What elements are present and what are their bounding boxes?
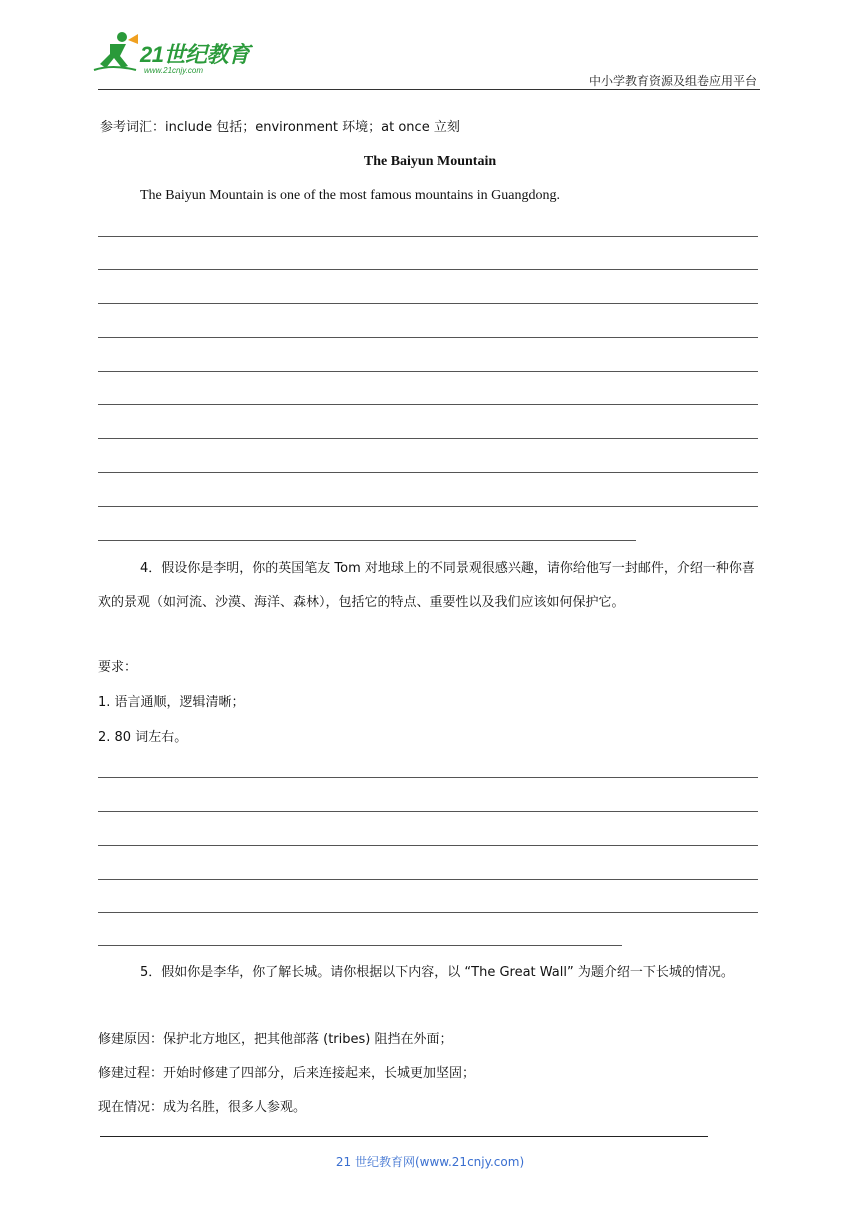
footer-divider (100, 1136, 708, 1137)
logo-url: www.21cnjy.com (144, 66, 203, 75)
platform-name: 中小学教育资源及组卷应用平台 (588, 74, 757, 88)
requirement-1: 1. 语言通顺，逻辑清晰； (98, 695, 245, 710)
footer-link[interactable]: 21 世纪教育网(www.21cnjy.com) (335, 1155, 525, 1169)
logo-text: 21世纪教育 (140, 42, 250, 67)
writing-line[interactable] (98, 236, 758, 237)
q5-reason: 修建原因：保护北方地区，把其他部落 (tribes) 阻挡在外面； (98, 1032, 453, 1047)
writing-line[interactable] (98, 777, 758, 778)
writing-line[interactable] (98, 945, 622, 946)
q5-status: 现在情况：成为名胜，很多人参观。 (98, 1100, 307, 1115)
question-4-prompt: 4．假设你是李明，你的英国笔友 Tom 对地球上的不同景观很感兴趣，请你给他写一封邮件，介绍一种你喜欢的景观（如河流、沙漠、海洋、森林），包括它的特点、重要性以及我们应该如何保护它。 (98, 561, 755, 610)
requirements-label: 要求： (98, 660, 138, 675)
writing-line[interactable] (98, 371, 758, 372)
writing-line[interactable] (98, 879, 758, 880)
q5-process: 修建过程：开始时修建了四部分，后来连接起来，长城更加坚固； (98, 1066, 476, 1081)
question-5-prompt: 5．假如你是李华，你了解长城。请你根据以下内容，以 “The Great Wall” 为题介绍一下长城的情况。 (140, 965, 734, 980)
writing-line[interactable] (98, 912, 758, 913)
writing-line[interactable] (98, 472, 758, 473)
vocab-line: 参考词汇：include 包括；environment 环境；at once 立刻 (100, 120, 460, 135)
writing-line[interactable] (98, 811, 758, 812)
site-logo (92, 30, 262, 80)
writing-line[interactable] (98, 845, 758, 846)
requirement-2: 2. 80 词左右。 (98, 730, 188, 745)
writing-line[interactable] (98, 404, 758, 405)
writing-line[interactable] (98, 303, 758, 304)
essay-first-sentence: The Baiyun Mountain is one of the most famous mountains in Guangdong. (140, 188, 560, 203)
header-divider (98, 89, 760, 90)
writing-line[interactable] (98, 269, 758, 270)
writing-line[interactable] (98, 540, 636, 541)
essay-title: The Baiyun Mountain (363, 154, 497, 169)
runner-icon (92, 30, 140, 74)
writing-line[interactable] (98, 438, 758, 439)
writing-line[interactable] (98, 506, 758, 507)
writing-line[interactable] (98, 337, 758, 338)
